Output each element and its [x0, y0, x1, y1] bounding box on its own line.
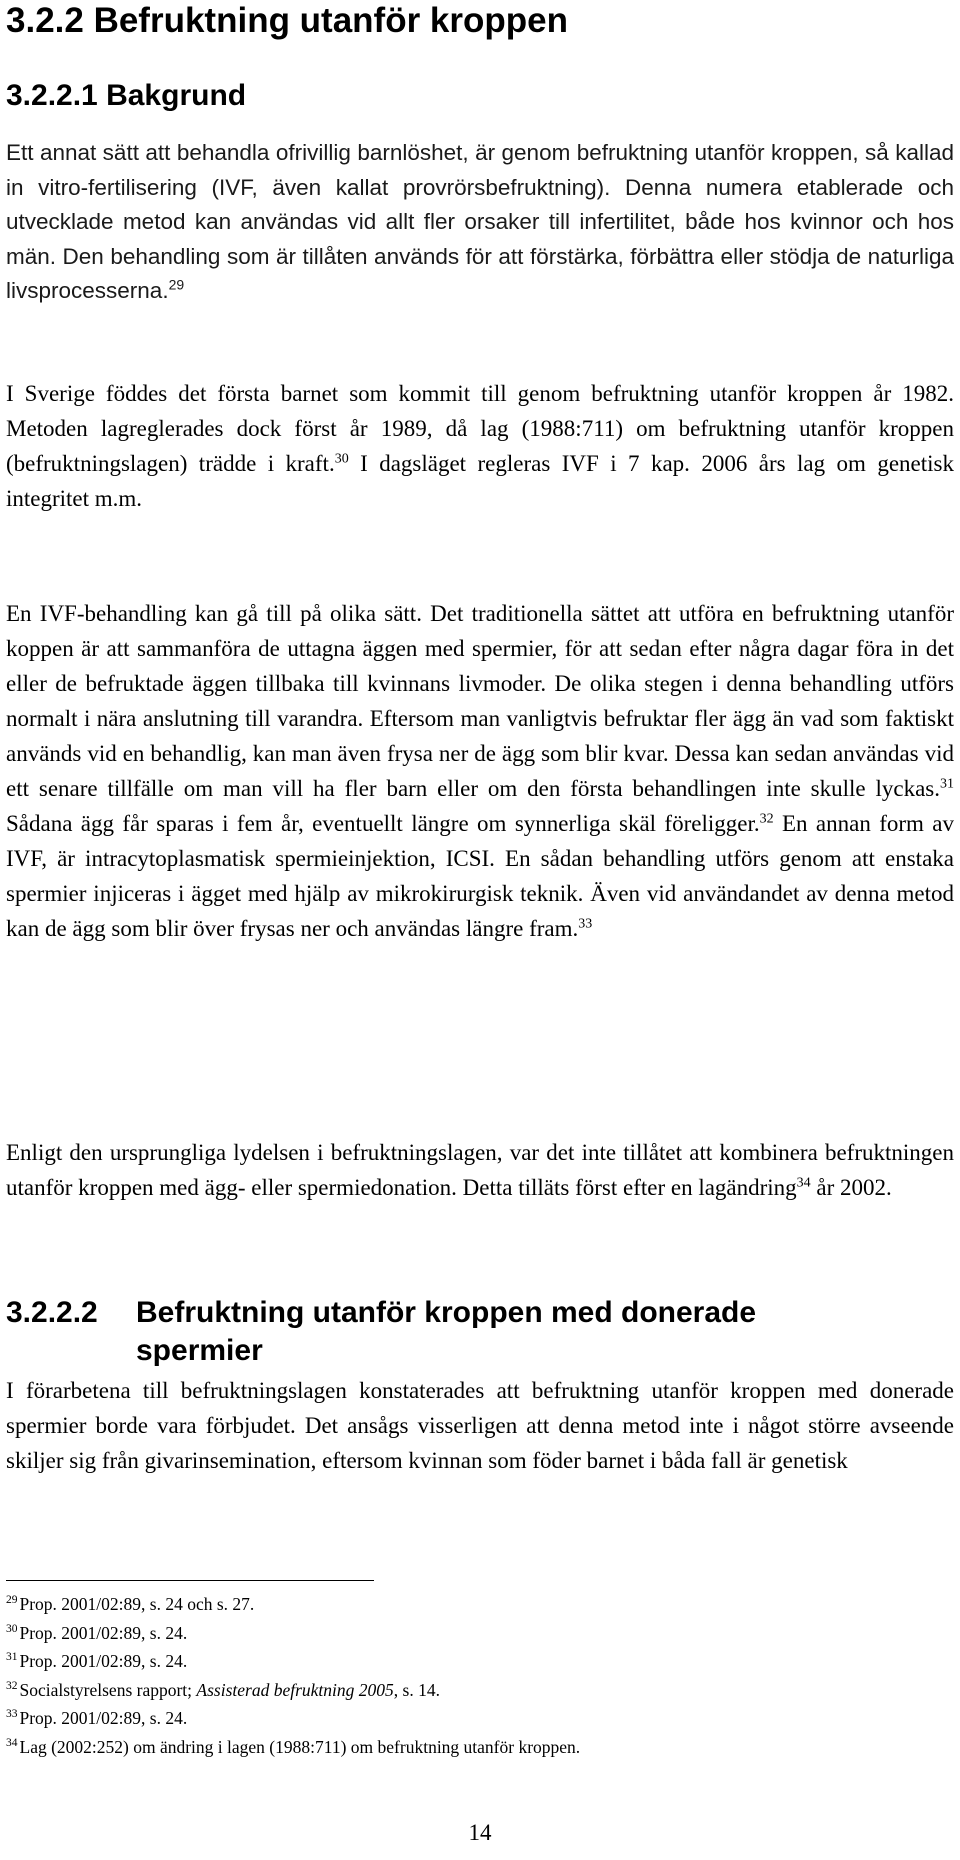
footnote-30: $^{30}$ Prop. 2001/02:89, s. 24.: [6, 1622, 188, 1643]
subsection-heading: 3.2.2.1 Bakgrund: [6, 79, 247, 112]
footnote-ref-29[interactable]: 29: [168, 276, 185, 293]
footnote-ref-31[interactable]: 31: [940, 776, 954, 792]
paragraph-background-1: Ett annat sätt att behandla ofrivillig barnlöshet, är genom befruktning utanför kroppen, så kallad in vitro-fertilisering (IVF, även kallat provrörsbefruktning). Denna numera etablerade och utvecklade metod kan användas vid allt fler orsaker till infertilitet, både hos kvinnor och hos män. Den behandling som är tillåten används för att förstärka, förbättra eller stödja de naturliga livsprocesserna.$^{29}$: [6, 140, 954, 303]
subsubsection-title: Befruktning utanför kroppen med donerade spermier: [136, 1296, 757, 1367]
footnote-29: $^{29}$ Prop. 2001/02:89, s. 24 och s. 27.: [6, 1594, 255, 1614]
subsubsection-number: 3.2.2.2: [6, 1296, 98, 1329]
page-number: 14: [468, 1820, 492, 1845]
footnote-33: $^{33}$ Prop. 2001/02:89, s. 24.: [6, 1708, 188, 1728]
footnote-31: $^{31}$ Prop. 2001/02:89, s. 24.: [6, 1651, 188, 1671]
footnote-ref-34[interactable]: 34: [796, 1175, 811, 1191]
footnote-ref-30[interactable]: 30: [334, 451, 349, 467]
section-heading: 3.2.2 Befruktning utanför kroppen: [6, 1, 568, 40]
footnote-34: $^{34}$ Lag (2002:252) om ändring i lagen (1988:711) om befruktning utanför kroppen.: [6, 1736, 581, 1757]
footnote-ref-33[interactable]: 33: [578, 916, 593, 932]
footnote-32: $^{32}$ Socialstyrelsens rapport; Assisterad befruktning 2005, s. 14.: [6, 1679, 440, 1700]
footnote-divider: [6, 1580, 374, 1581]
paragraph-ivf-procedure: En IVF-behandling kan gå till på olika sätt. Det traditionella sättet att utföra en befruktning utanför koppen är att sammanföra de uttagna äggen med spermier, för att sedan efter några dagar föra in det eller de befruktade äggen tillbaka till kvinnans livmoder. De olika stegen i denna behandling utförs normalt i nära anslutning till varandra. Eftersom man vanligtvis befruktar fler ägg än vad som faktiskt används vid en behandlig, kan man även frysa ner de ägg som blir kvar. Dessa kan sedan användas vid ett senare tillfälle om man vill ha fler barn eller om den första behandlingen inte skulle lyckas.$^{31}$ Sådana ägg får sparas i fem år, eventuellt längre om synnerliga skäl föreligger.$^{32}$ En annan form av IVF, är intracytoplasmatisk spermieinjektion, ICSI. En sådan behandling utförs genom att enstaka spermier injiceras i ägget med hjälp av mikrokirurgisk teknik. Även vid användandet av denna metod kan de ägg som blir över frysas ner och användas längre fram.$^{33}$: [6, 601, 954, 941]
footnote-ref-32[interactable]: 32: [759, 811, 774, 827]
paragraph-donated-sperm: I förarbetena till befruktningslagen konstaterades att befruktning utanför kroppen med donerade spermier borde vara förbjudet. Det ansågs visserligen att denna metod inte i något större avseende skiljer sig från givarinsemination, eftersom kvinnan som föder barnet i båda fall är genetisk: [6, 1378, 954, 1473]
paragraph-original-law: Enligt den ursprungliga lydelsen i befruktningslagen, var det inte tillåtet att kombinera befruktningen utanför kroppen med ägg- eller spermiedonation. Detta tilläts först efter en lagändring$^{34}$ år 2002.: [6, 1140, 954, 1200]
paragraph-background-2: I Sverige föddes det första barnet som kommit till genom befruktning utanför kroppen år 1982. Metoden lagreglerades dock först år 1989, då lag (1988:711) om befruktning utanför kroppen (befruktningslagen) trädde i kraft.$^{30}$ I dagsläget regleras IVF i 7 kap. 2006 års lag om genetisk integritet m.m.: [6, 381, 954, 511]
footnote-list: [6, 1590, 946, 1761]
subsubsection-heading: [6, 1294, 946, 1370]
